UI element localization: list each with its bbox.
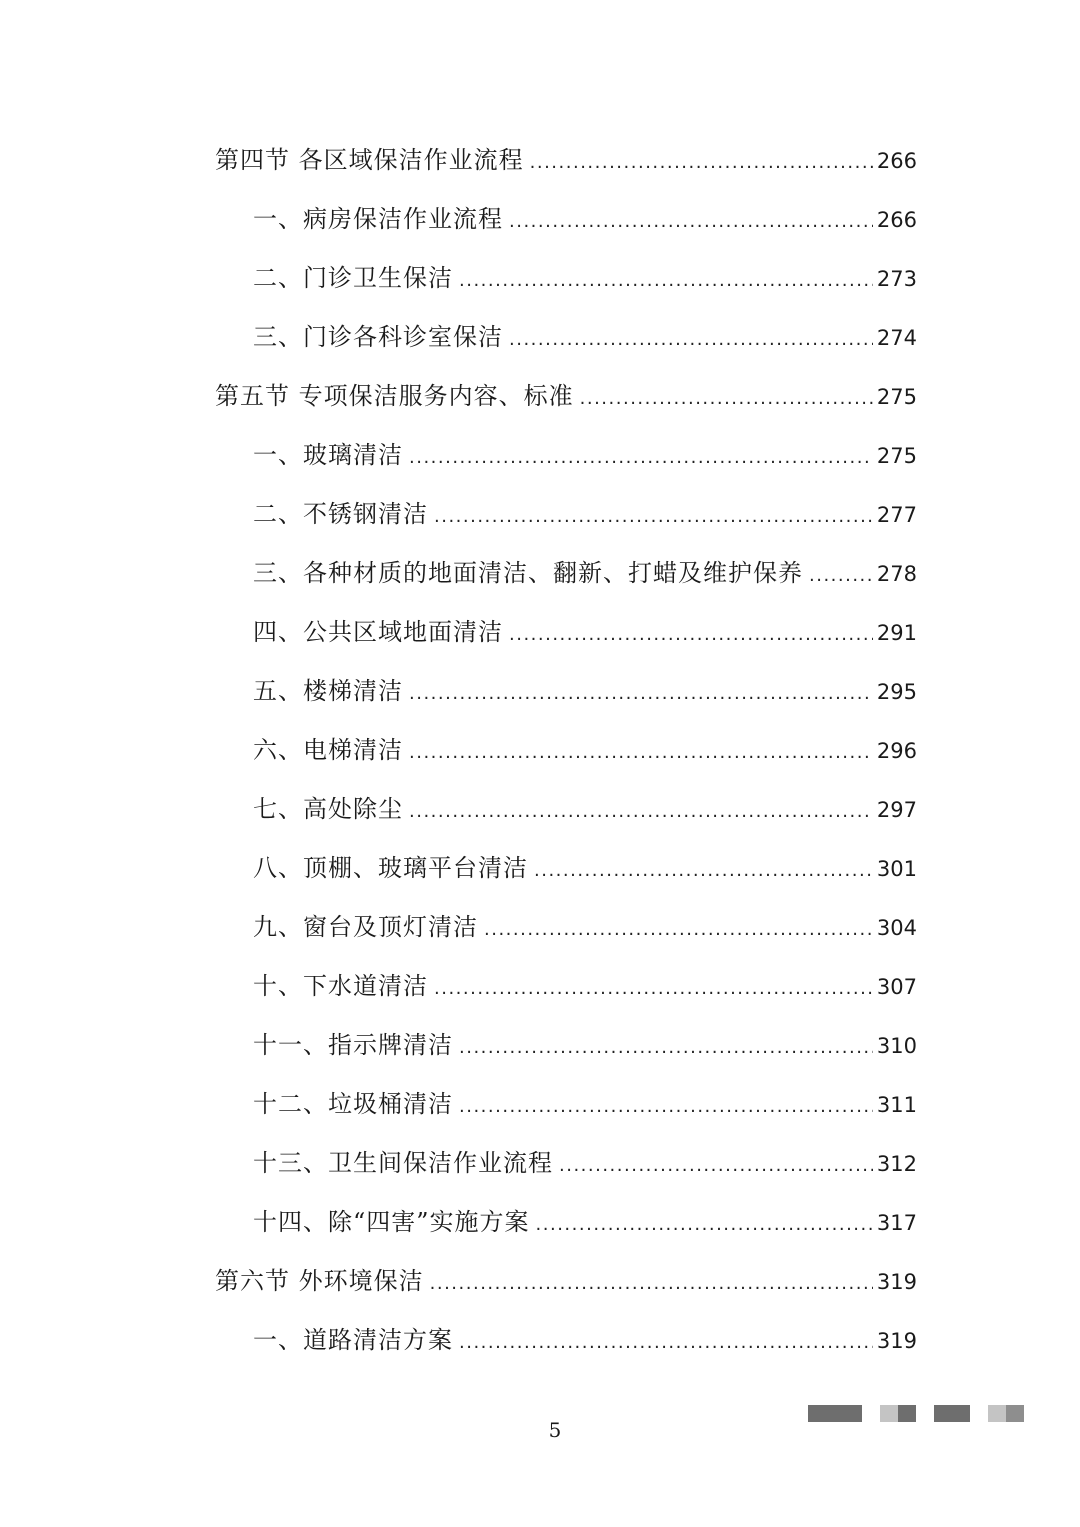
toc-entry-page: 273 <box>876 267 917 291</box>
toc-entry[interactable] <box>253 1027 917 1063</box>
toc-entry-page: 301 <box>876 857 917 881</box>
toc-entry-page: 307 <box>876 975 917 999</box>
toc-entry[interactable] <box>253 201 917 237</box>
toc-entry[interactable] <box>253 1086 917 1122</box>
toc-entry-page: 317 <box>876 1211 917 1235</box>
toc-entry-title: 七、高处除尘 <box>253 795 403 823</box>
toc-leader-dots <box>809 558 873 594</box>
toc-entry-page: 266 <box>876 208 917 232</box>
toc-entry-title: 八、顶棚、玻璃平台清洁 <box>253 854 528 882</box>
toc-entry[interactable] <box>253 319 917 355</box>
toc-entry-title: 一、玻璃清洁 <box>253 441 403 469</box>
toc-entry-page: 319 <box>876 1270 917 1294</box>
toc-entry-page: 274 <box>876 326 917 350</box>
toc-entry-title: 第六节 外环境保洁 <box>215 1267 424 1295</box>
toc-entry[interactable] <box>253 1204 917 1240</box>
toc-leader-dots <box>459 263 873 299</box>
toc-entry-page: 310 <box>876 1034 917 1058</box>
toc-leader-dots <box>409 794 873 830</box>
toc-entry-title: 一、病房保洁作业流程 <box>253 205 503 233</box>
toc-entry-page: 266 <box>876 149 917 173</box>
toc-entry-title: 五、楼梯清洁 <box>253 677 403 705</box>
toc-entry[interactable] <box>253 673 917 709</box>
toc-entry-page: 275 <box>876 385 917 409</box>
toc-entry-title: 第五节 专项保洁服务内容、标准 <box>215 382 574 410</box>
toc-entry-page: 304 <box>876 916 917 940</box>
toc-entry-title: 三、门诊各科诊室保洁 <box>253 323 503 351</box>
toc-leader-dots <box>509 204 873 240</box>
toc-entry[interactable] <box>215 378 917 414</box>
toc-entry-title: 十三、卫生间保洁作业流程 <box>253 1149 553 1177</box>
toc-leader-dots <box>409 735 873 771</box>
toc-entry[interactable] <box>215 1263 917 1299</box>
toc-entry[interactable] <box>253 260 917 296</box>
toc-entry[interactable] <box>253 437 917 473</box>
toc-entry[interactable] <box>253 968 917 1004</box>
toc-entry-page: 275 <box>876 444 917 468</box>
toc-entry[interactable] <box>253 555 917 591</box>
toc-leader-dots <box>459 1089 873 1125</box>
toc-entry[interactable] <box>253 1322 917 1358</box>
toc-entry-page: 295 <box>876 680 917 704</box>
toc-leader-dots <box>509 617 873 653</box>
toc-leader-dots <box>509 322 873 358</box>
toc-entry-title: 九、窗台及顶灯清洁 <box>253 913 478 941</box>
toc-entry-page: 297 <box>876 798 917 822</box>
toc-entry-title: 二、不锈钢清洁 <box>253 500 428 528</box>
toc-entry-page: 319 <box>876 1329 917 1353</box>
toc-entry-title: 二、门诊卫生保洁 <box>253 264 453 292</box>
toc-entry-page: 278 <box>876 562 917 586</box>
toc-entry[interactable] <box>253 732 917 768</box>
toc-leader-dots <box>459 1325 873 1361</box>
toc-entry[interactable] <box>253 791 917 827</box>
toc-leader-dots <box>536 1207 873 1243</box>
toc-entry[interactable] <box>253 496 917 532</box>
toc-entry-title: 六、电梯清洁 <box>253 736 403 764</box>
toc-entry[interactable] <box>253 614 917 650</box>
toc-leader-dots <box>534 853 873 889</box>
toc-entry-title: 一、道路清洁方案 <box>253 1326 453 1354</box>
toc-entry[interactable] <box>253 1145 917 1181</box>
toc-leader-dots <box>459 1030 873 1066</box>
toc-entry[interactable] <box>215 142 917 178</box>
toc-entry-title: 十二、垃圾桶清洁 <box>253 1090 453 1118</box>
toc-entry-page: 312 <box>876 1152 917 1176</box>
toc-leader-dots <box>409 676 873 712</box>
toc-leader-dots <box>484 912 873 948</box>
page-number: 5 <box>548 1418 562 1442</box>
toc-entry[interactable] <box>253 909 917 945</box>
toc-leader-dots <box>430 1266 873 1302</box>
toc-entry-title: 三、各种材质的地面清洁、翻新、打蜡及维护保养 <box>253 559 803 587</box>
toc-entry[interactable] <box>253 850 917 886</box>
toc-entry-title: 十、下水道清洁 <box>253 972 428 1000</box>
toc-entry-title: 第四节 各区域保洁作业流程 <box>215 146 524 174</box>
toc-entry-page: 277 <box>876 503 917 527</box>
toc-entry-page: 296 <box>876 739 917 763</box>
toc-leader-dots <box>409 440 873 476</box>
toc-entry-title: 十四、除“四害”实施方案 <box>253 1208 530 1236</box>
toc-entry-title: 四、公共区域地面清洁 <box>253 618 503 646</box>
toc-entry-title: 十一、指示牌清洁 <box>253 1031 453 1059</box>
toc-leader-dots <box>434 499 873 535</box>
toc-leader-dots <box>434 971 873 1007</box>
toc-entry-page: 311 <box>876 1093 917 1117</box>
toc-leader-dots <box>580 381 873 417</box>
toc-leader-dots <box>559 1148 873 1184</box>
toc-entry-page: 291 <box>876 621 917 645</box>
toc-leader-dots <box>530 145 873 181</box>
